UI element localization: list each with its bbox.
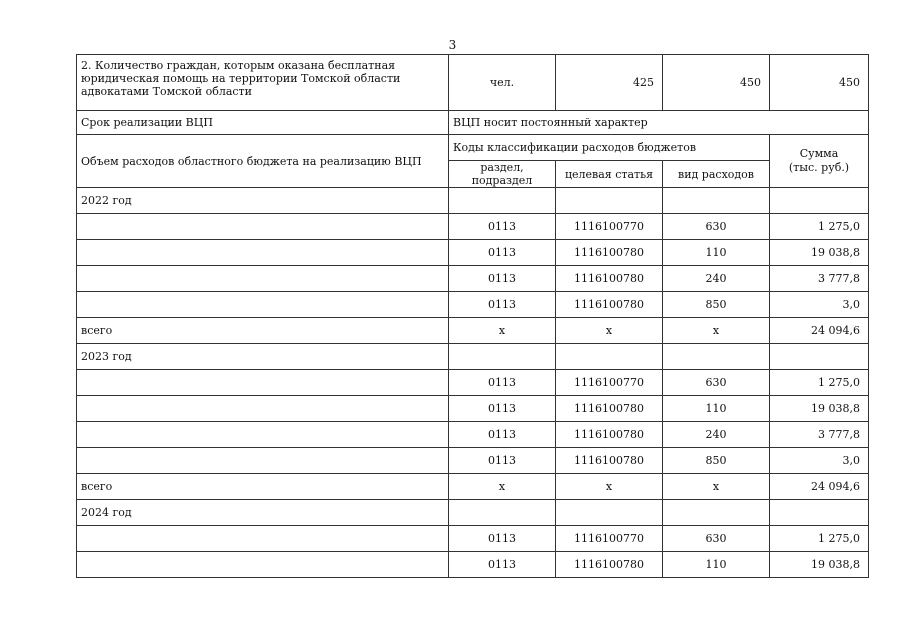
sum-value: 3 777,8	[770, 422, 869, 448]
empty-cell	[77, 526, 449, 552]
target-code: 1116100780	[556, 552, 663, 578]
total-row	[77, 318, 869, 344]
kind-code: 850	[663, 448, 770, 474]
year-row	[77, 188, 869, 214]
sum-value: 19 038,8	[770, 396, 869, 422]
empty-cell	[77, 448, 449, 474]
table-row	[77, 370, 869, 396]
target-code: 1116100780	[556, 292, 663, 318]
col-kind-header: вид расходов	[663, 161, 770, 188]
sum-value: 1 275,0	[770, 214, 869, 240]
page-number: 3	[448, 38, 457, 52]
empty-cell	[449, 188, 556, 214]
target-code: 1116100770	[556, 370, 663, 396]
total-section: х	[449, 318, 556, 344]
sum-value: 19 038,8	[770, 240, 869, 266]
total-target: х	[556, 318, 663, 344]
empty-cell	[556, 188, 663, 214]
table-row	[77, 240, 869, 266]
kind-code: 630	[663, 526, 770, 552]
sum-value: 1 275,0	[770, 370, 869, 396]
table-row	[77, 448, 869, 474]
empty-cell	[77, 240, 449, 266]
table-row	[77, 526, 869, 552]
total-kind: х	[663, 318, 770, 344]
table-row	[77, 422, 869, 448]
sum-value: 1 275,0	[770, 526, 869, 552]
year-row	[77, 500, 869, 526]
kind-code: 630	[663, 370, 770, 396]
indicator-label: 2. Количество граждан, которым оказана бесплатная юридическая помощь на территории Томской области адвокатами Томской области	[77, 55, 449, 111]
table-row	[77, 292, 869, 318]
total-sum: 24 094,6	[770, 474, 869, 500]
kind-code: 240	[663, 422, 770, 448]
section-code: 0113	[449, 370, 556, 396]
year-label: 2024 год	[77, 500, 449, 526]
empty-cell	[77, 292, 449, 318]
expenses-label: Объем расходов областного бюджета на реализацию ВЦП	[77, 135, 449, 188]
sum-value: 3,0	[770, 292, 869, 318]
target-code: 1116100780	[556, 422, 663, 448]
sum-header-line-2: (тыс. руб.)	[788, 161, 850, 174]
col-section-header: раздел, подраздел	[449, 161, 556, 188]
section-code: 0113	[449, 292, 556, 318]
sum-value: 3 777,8	[770, 266, 869, 292]
sum-header	[770, 135, 869, 188]
col-target-header: целевая статья	[556, 161, 663, 188]
section-code: 0113	[449, 266, 556, 292]
total-target: х	[556, 474, 663, 500]
indicator-value-1: 425	[556, 55, 663, 111]
empty-cell	[77, 214, 449, 240]
section-code: 0113	[449, 526, 556, 552]
indicator-unit: чел.	[449, 55, 556, 111]
total-row	[77, 474, 869, 500]
section-code: 0113	[449, 422, 556, 448]
empty-cell	[77, 370, 449, 396]
indicator-row	[77, 55, 869, 111]
period-label: Срок реализации ВЦП	[77, 111, 449, 135]
year-label: 2022 год	[77, 188, 449, 214]
empty-cell	[770, 344, 869, 370]
target-code: 1116100770	[556, 526, 663, 552]
section-code: 0113	[449, 552, 556, 578]
section-code: 0113	[449, 240, 556, 266]
total-kind: х	[663, 474, 770, 500]
sum-header-line-1: Сумма	[799, 147, 839, 160]
empty-cell	[770, 500, 869, 526]
target-code: 1116100780	[556, 448, 663, 474]
empty-cell	[556, 500, 663, 526]
target-code: 1116100780	[556, 266, 663, 292]
table-row	[77, 214, 869, 240]
budget-table	[76, 54, 869, 578]
total-section: х	[449, 474, 556, 500]
total-label: всего	[77, 474, 449, 500]
indicator-value-3: 450	[770, 55, 869, 111]
empty-cell	[77, 422, 449, 448]
empty-cell	[663, 188, 770, 214]
expenses-header-row-1	[77, 135, 869, 161]
table-row	[77, 552, 869, 578]
table-row	[77, 266, 869, 292]
empty-cell	[556, 344, 663, 370]
sum-value: 3,0	[770, 448, 869, 474]
empty-cell	[449, 500, 556, 526]
period-row	[77, 111, 869, 135]
year-label: 2023 год	[77, 344, 449, 370]
section-code: 0113	[449, 396, 556, 422]
kind-code: 110	[663, 240, 770, 266]
target-code: 1116100780	[556, 240, 663, 266]
kind-code: 630	[663, 214, 770, 240]
empty-cell	[770, 188, 869, 214]
total-sum: 24 094,6	[770, 318, 869, 344]
table-row	[77, 396, 869, 422]
kind-code: 240	[663, 266, 770, 292]
empty-cell	[77, 266, 449, 292]
target-code: 1116100770	[556, 214, 663, 240]
sum-value: 19 038,8	[770, 552, 869, 578]
codes-label: Коды классификации расходов бюджетов	[449, 135, 770, 161]
section-code: 0113	[449, 448, 556, 474]
kind-code: 110	[663, 552, 770, 578]
section-code: 0113	[449, 214, 556, 240]
empty-cell	[449, 344, 556, 370]
kind-code: 110	[663, 396, 770, 422]
target-code: 1116100780	[556, 396, 663, 422]
empty-cell	[77, 396, 449, 422]
kind-code: 850	[663, 292, 770, 318]
indicator-value-2: 450	[663, 55, 770, 111]
empty-cell	[77, 552, 449, 578]
period-value: ВЦП носит постоянный характер	[449, 111, 869, 135]
year-row	[77, 344, 869, 370]
empty-cell	[663, 500, 770, 526]
total-label: всего	[77, 318, 449, 344]
empty-cell	[663, 344, 770, 370]
